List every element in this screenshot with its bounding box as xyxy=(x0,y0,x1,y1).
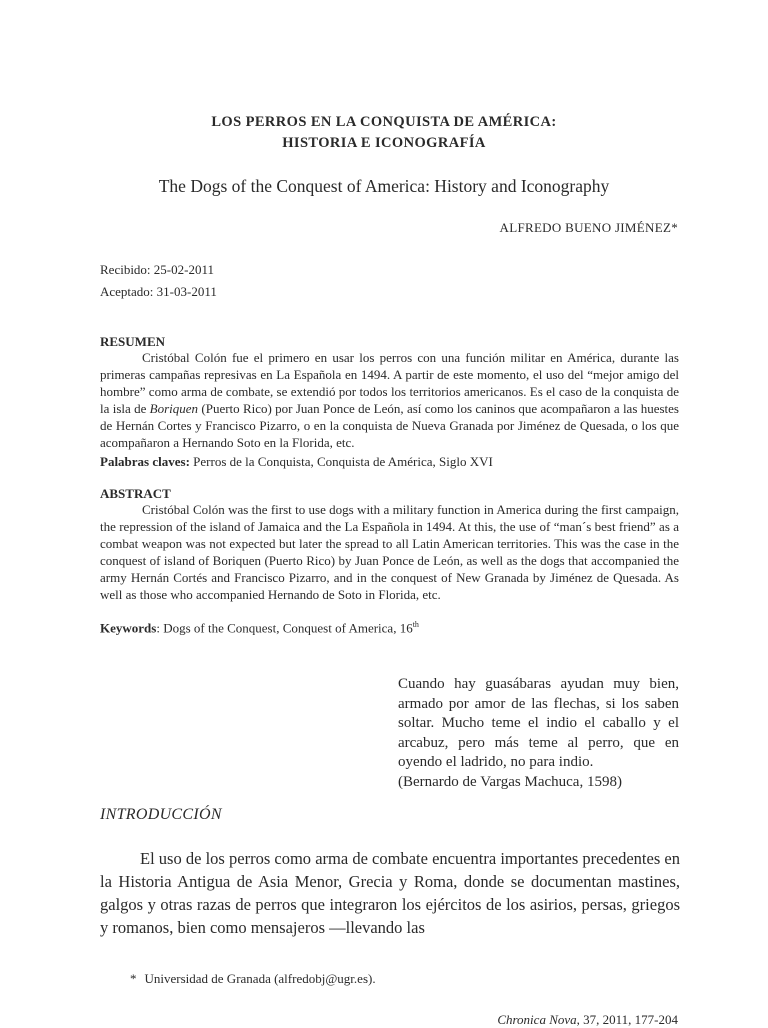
resumen-italic-word: Boriquen xyxy=(149,401,199,416)
epigraph xyxy=(398,675,679,792)
title-line-1: LOS PERROS EN LA CONQUISTA DE AMÉRICA: xyxy=(211,114,557,130)
abstract-text: Cristóbal Colón was the first to use dogs with a military function in America during the first campaign, the repression of the island of Jamaica and the La Española in 1494. At this, the use of “man´s best friend” as a combat weapon was not expected but later the spread to all Latin American territories. This was the case in the conquest of island of Boriquen (Puerto Rico) by Juan Ponce de León, as well as the dogs that accompanied the army Hernán Cortés and Francisco Pizarro, and in the conquest of New Granada by Jiménez de Quesada. As well as those who accompanied Hernando de Soto in Florida, etc. xyxy=(100,502,679,602)
journal-citation: Chronica Nova, 37, 2011, 177-204 xyxy=(497,1012,678,1027)
date-received: Recibido: 25-02-2011 xyxy=(100,262,214,277)
subtitle: The Dogs of the Conquest of America: History and Iconography xyxy=(158,176,610,196)
title-line-2: HISTORIA E ICONOGRAFÍA xyxy=(282,135,486,151)
abstract-keywords: Keywords: Dogs of the Conquest, Conquest of America, 16th xyxy=(100,620,419,636)
resumen-text: Cristóbal Colón fue el primero en usar los perros con una función militar en América, durante las primeras campañas represivas en La Española en 1494. A partir de este momento, el uso del “mejor amigo del hombre” como arma de combate, se extendió por todos los territorios americanos. Es el caso de la conquista de la isla de Boriquen (Puerto Rico) por Juan Ponce de León, así como los caninos que acompañaron a las huestes de Hernán Cortes y Francisco Pizarro, o en la conquista de Nueva Granada por Jiménez de Quesada, o los que acompañaron a Hernando Soto en la Florida, etc. xyxy=(100,350,679,450)
epigraph-text: Cuando hay guasábaras ayudan muy bien, armado por amor de las flechas, si los saben soltar. Mucho teme el indio el caballo y el arcabuz, pero más teme al perro, que en oyendo el ladrido, no para indio. xyxy=(398,676,679,770)
resumen-heading: RESUMEN xyxy=(100,334,166,349)
epigraph-source: (Bernardo de Vargas Machuca, 1598) xyxy=(398,773,622,790)
resumen-keywords: Palabras claves: Perros de la Conquista, Conquista de América, Siglo XVI xyxy=(100,454,493,469)
introduction-heading: INTRODUCCIÓN xyxy=(100,806,222,823)
date-accepted: Aceptado: 31-03-2011 xyxy=(100,284,217,299)
footnote: * Universidad de Granada (alfredobj@ugr.es). xyxy=(130,971,376,986)
introduction-text: El uso de los perros como arma de combate encuentra importantes precedentes en la Historia Antigua de Asia Menor, Grecia y Roma, donde se documentan mastines, galgos y otras razas de perros que integraron los ejércitos de los asirios, persas, griegos y romanos, bien como mensajeros —llevando las xyxy=(100,849,680,937)
author: ALFREDO BUENO JIMÉNEZ* xyxy=(499,220,678,235)
abstract-heading: ABSTRACT xyxy=(100,486,171,501)
